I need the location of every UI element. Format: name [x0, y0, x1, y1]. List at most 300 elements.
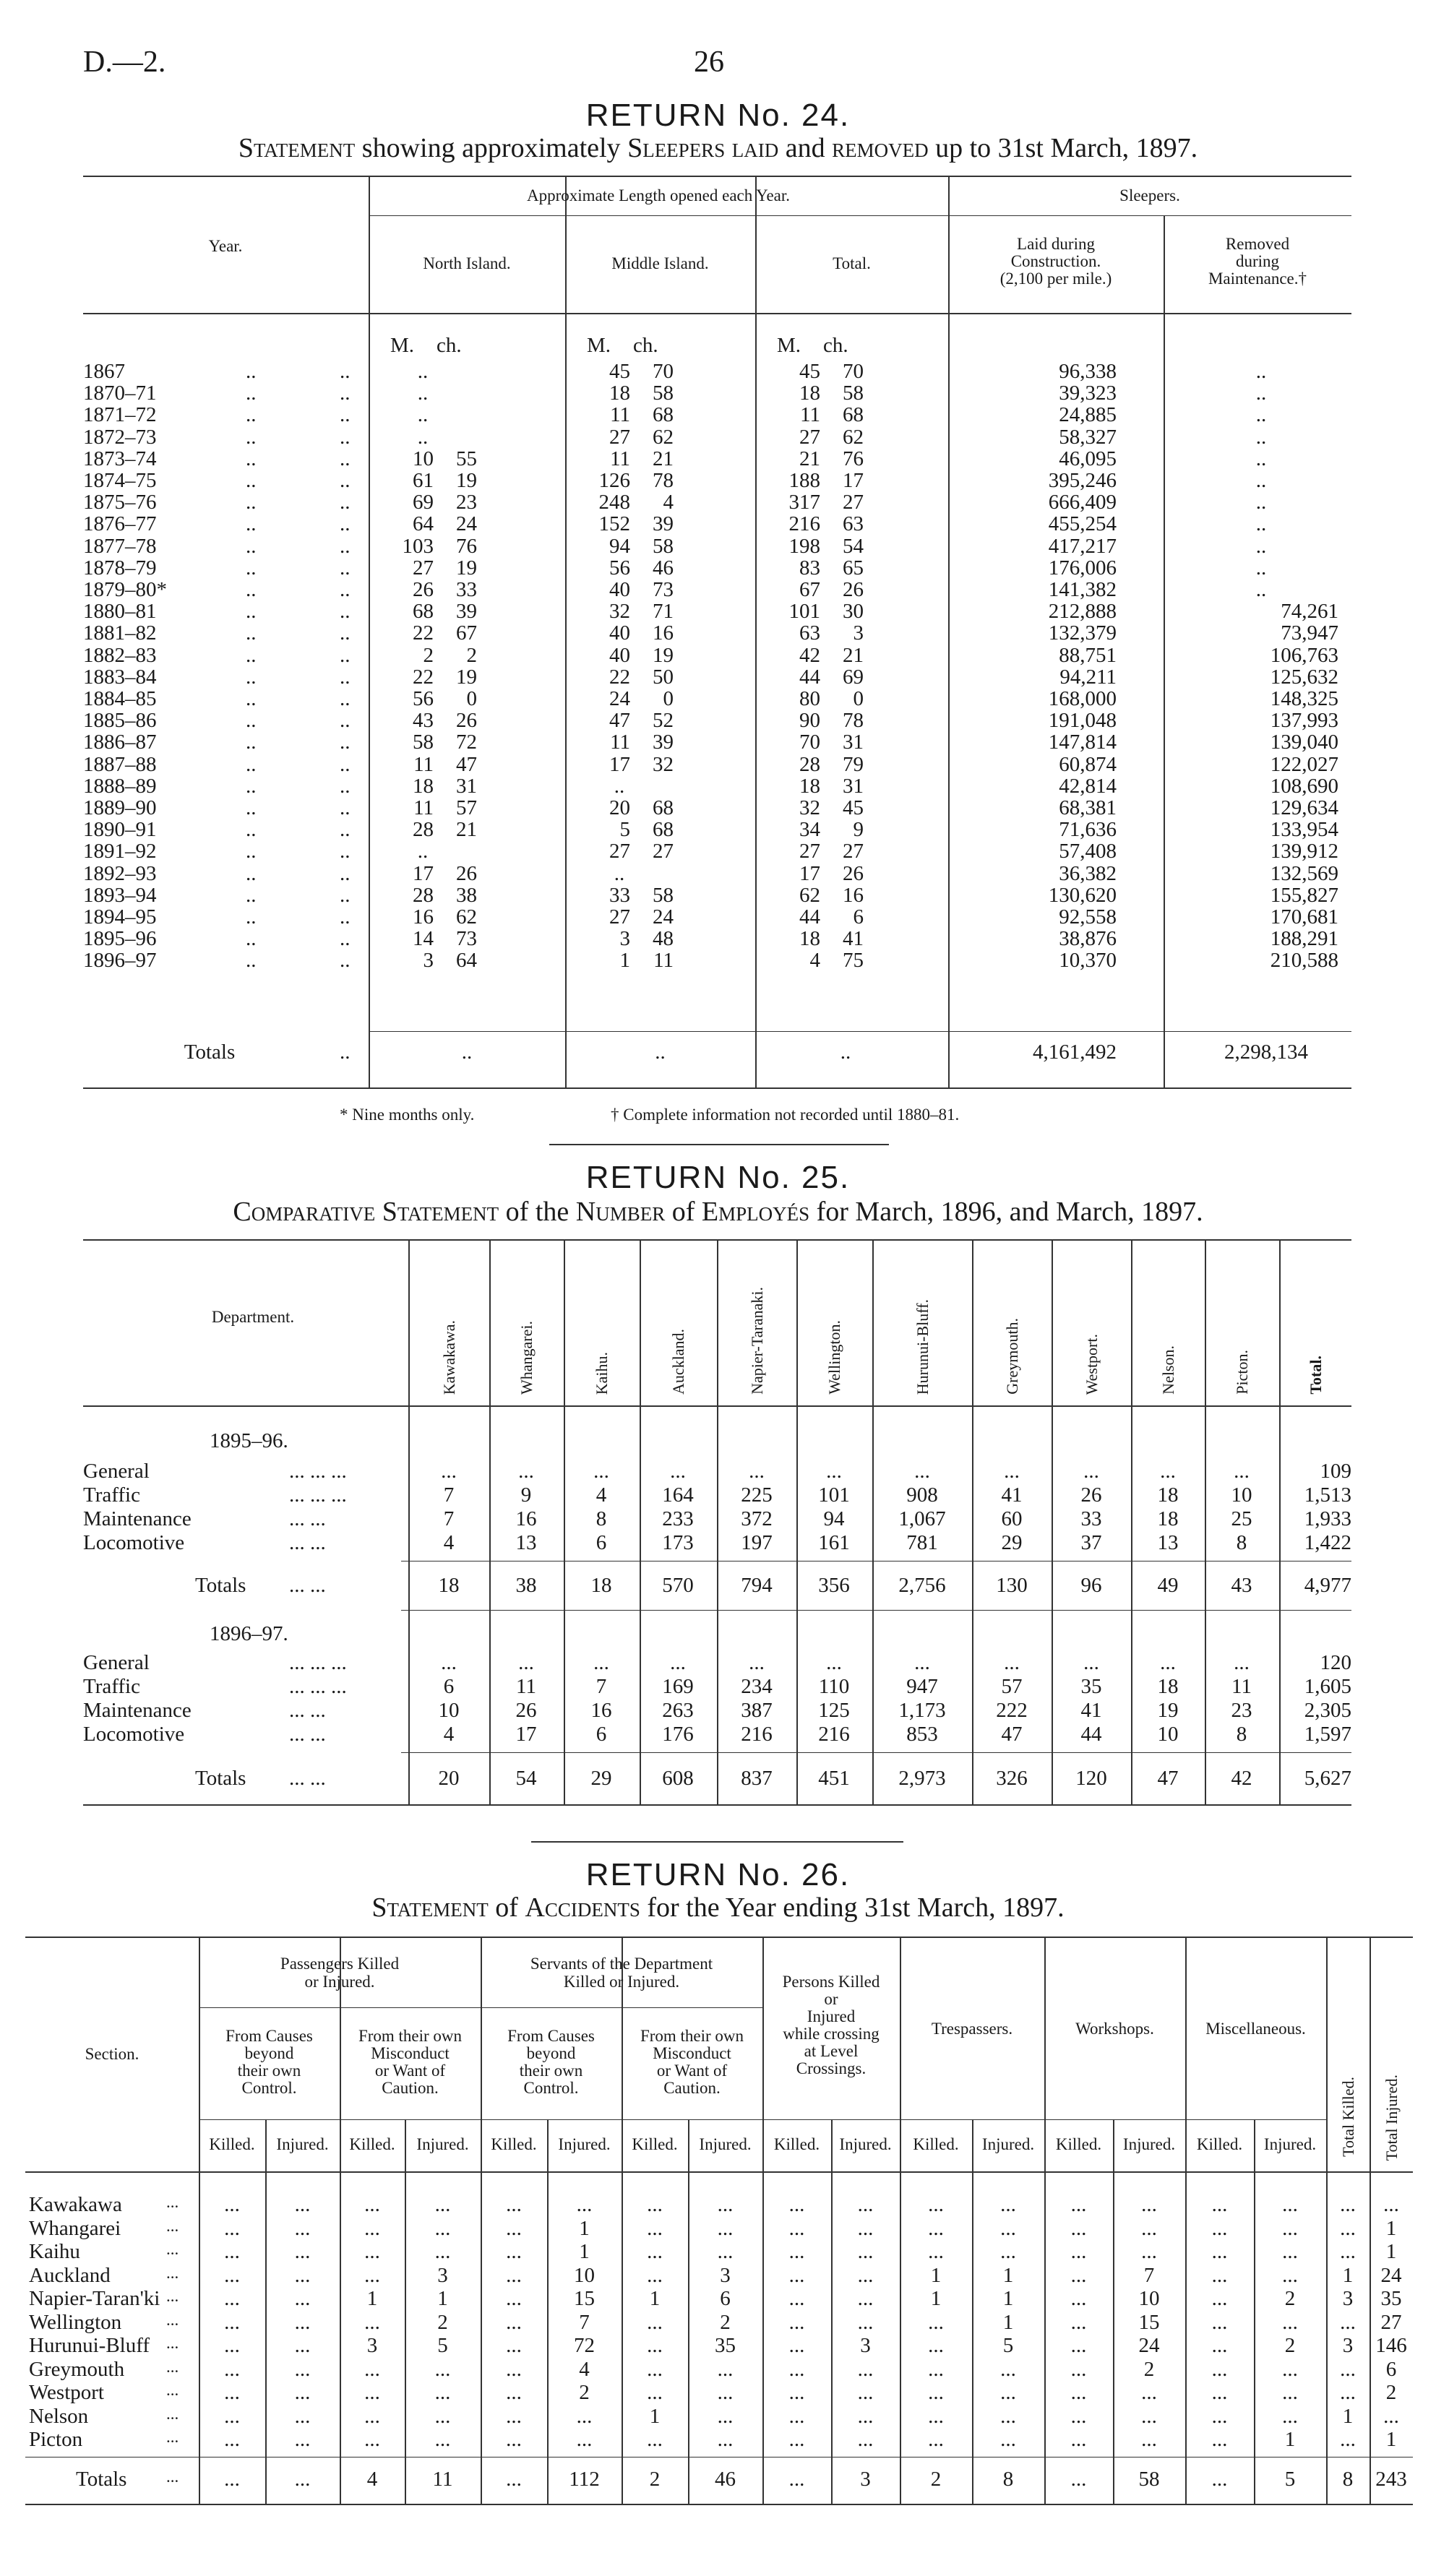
r24-year-dots: ..	[340, 360, 351, 383]
r24-cell-ch: 78	[653, 469, 674, 492]
r25-cell: 4	[443, 1723, 455, 1746]
r24-cell-ch: 17	[843, 469, 864, 492]
r26-subcol-divider	[1254, 2119, 1255, 2504]
r26-cell: ...	[1211, 2428, 1228, 2451]
r25-cell: ...	[593, 1460, 609, 1483]
r24-removed: 108,690	[1270, 774, 1338, 798]
r24-year-dots: ..	[246, 643, 257, 667]
r24-h-sleepers: Sleepers.	[1119, 186, 1180, 204]
r26-cell: ...	[364, 2216, 380, 2240]
r25-cell: 387	[741, 1699, 773, 1722]
r25-label-dots: ... ... ...	[289, 1675, 347, 1698]
r26-cell: ...	[294, 2216, 311, 2240]
r25-cell: 94	[823, 1507, 845, 1530]
r24-h-total: Total.	[833, 254, 871, 272]
r24-year-dots: ..	[246, 709, 257, 733]
r25-label: Maintenance	[83, 1507, 192, 1530]
r24-year-dots: ..	[246, 600, 257, 624]
r24-cell: ..	[417, 425, 429, 449]
r26-h-level-crossings: or	[824, 1990, 838, 2008]
r25-cell: 6	[596, 1723, 607, 1746]
r24-laid: 36,382	[1059, 861, 1117, 885]
r26-cell: ...	[928, 2381, 944, 2404]
r24-cell-m: 18	[413, 774, 434, 798]
r26-cell: ...	[434, 2193, 451, 2216]
r26-h-injured: Injured.	[558, 2135, 611, 2153]
r25-cell: 1,605	[1304, 1675, 1351, 1698]
r26-cell: ...	[1000, 2404, 1016, 2428]
r25-cell: 7	[443, 1483, 455, 1507]
r26-cell: ...	[224, 2334, 240, 2357]
r26-cell: ...	[294, 2240, 311, 2263]
r25-cell: 216	[818, 1723, 850, 1746]
r26-section-dots: ...	[166, 2334, 179, 2352]
r26-cell: ...	[1141, 2193, 1157, 2216]
r24-year: 1870–71	[83, 382, 157, 405]
r24-cell-m: 21	[799, 447, 820, 470]
r25-cell: 1,067	[898, 1507, 946, 1530]
r24-h-north: North Island.	[423, 254, 511, 272]
r24-cell-ch: 0	[466, 687, 477, 710]
r26-total-cell: 46	[715, 2468, 736, 2491]
r24-cell-ch: 75	[843, 949, 864, 973]
r24-year-dots: ..	[340, 949, 351, 973]
r26-cell: ...	[224, 2193, 240, 2216]
r26-cell: ...	[506, 2216, 522, 2240]
r26-h-from-misconduct: Misconduct	[653, 2044, 731, 2062]
r24-year-dots: ..	[246, 905, 257, 929]
r24-year: 1879–80*	[83, 578, 167, 601]
r24-cell-m: 24	[609, 687, 630, 710]
r24-unit-ch: ch.	[823, 334, 848, 357]
r24-sub-a: Statement	[238, 133, 356, 163]
r26-cell: ...	[928, 2404, 944, 2428]
r24-year-dots: ..	[340, 556, 351, 580]
r25-total-cell: 96	[1080, 1574, 1102, 1597]
r25-cell: 234	[741, 1675, 773, 1698]
r24-cell-ch: 16	[653, 621, 674, 645]
r25-cell: ...	[1234, 1460, 1250, 1483]
r26-cell: ...	[857, 2310, 874, 2334]
r26-total-cell: 8	[1342, 2468, 1354, 2491]
r24-year-dots: ..	[340, 425, 351, 449]
r26-section-name: Wellington	[29, 2310, 122, 2334]
r24-cell-m: 44	[799, 905, 820, 929]
r24-laid: 141,382	[1048, 578, 1117, 601]
r26-cell: ...	[1141, 2381, 1157, 2404]
r26-cell: ...	[717, 2381, 734, 2404]
r26-cell: ...	[506, 2334, 522, 2357]
r26-cell: ...	[434, 2404, 451, 2428]
r25-cell: 1,173	[898, 1699, 946, 1722]
r26-cell: ...	[294, 2357, 311, 2381]
r26-cell: ...	[1282, 2216, 1298, 2240]
r24-cell: ..	[417, 403, 429, 427]
r24-year-dots: ..	[246, 360, 257, 383]
r26-cell: ...	[1282, 2404, 1298, 2428]
return-24-title: RETURN No. 24.	[585, 98, 851, 133]
r26-section-name: Kaihu	[29, 2240, 80, 2263]
r25-cell: 176	[662, 1723, 694, 1746]
r25-label-dots: ... ...	[289, 1723, 326, 1746]
r25-cell: ...	[1160, 1460, 1176, 1483]
r24-year: 1894–95	[83, 905, 157, 929]
r26-cell: ...	[647, 2357, 663, 2381]
r26-cell: ...	[1282, 2310, 1298, 2334]
r26-cell: ...	[857, 2404, 874, 2428]
r24-note-nine-months: * Nine months only.	[340, 1106, 475, 1124]
r26-cell: ...	[1000, 2357, 1016, 2381]
r24-cell-ch: 54	[843, 534, 864, 558]
r24-cell-ch: 73	[653, 578, 674, 601]
r26-cell: ...	[857, 2287, 874, 2310]
r24-removed: 73,947	[1281, 621, 1338, 645]
r24-cell-ch: 30	[843, 600, 864, 624]
r24-cell-m: 83	[799, 556, 820, 580]
r26-cell: ...	[434, 2216, 451, 2240]
r25-cell: 2,305	[1304, 1699, 1351, 1722]
r26-cell: ...	[1000, 2240, 1016, 2263]
r26-total-cell: 5	[1284, 2468, 1296, 2491]
r24-cell-m: 28	[413, 818, 434, 842]
r25-cell: 781	[906, 1531, 938, 1554]
r24-cell-m: 27	[609, 425, 630, 449]
r24-year: 1883–84	[83, 665, 157, 689]
r26-cell: ...	[788, 2310, 805, 2334]
r26-h-from-causes: Control.	[241, 2079, 297, 2097]
r24-cell-m: 216	[788, 512, 820, 536]
r25-total-cell: 18	[590, 1574, 612, 1597]
r24-cell-ch: 3	[853, 621, 864, 645]
r26-h-workshops: Workshops.	[1075, 2020, 1154, 2038]
r25-cell: 29	[1001, 1531, 1023, 1554]
r25-rule-totals-bottom	[401, 1610, 1351, 1611]
r24-cell-ch: 31	[843, 731, 864, 754]
r24-removed: 137,993	[1270, 709, 1338, 733]
r25-cell: 18	[1157, 1483, 1179, 1507]
r25-cell: 35	[1080, 1675, 1102, 1698]
r25-h-col-6: Wellington.	[825, 1320, 843, 1395]
r25-label: Traffic	[83, 1483, 140, 1507]
r25-label-dots: ... ... ...	[289, 1460, 347, 1483]
r26-cell: ...	[1070, 2263, 1087, 2287]
r26-cell: 35	[1380, 2287, 1402, 2310]
r26-cell: ...	[1282, 2357, 1298, 2381]
r26-cell: 1	[1002, 2310, 1014, 2334]
r24-cell-ch: 68	[653, 796, 674, 819]
r24-year: 1892–93	[83, 861, 157, 885]
r25-sub-d: of	[665, 1197, 702, 1227]
r26-h-from-causes: their own	[237, 2062, 301, 2080]
r26-cell: 7	[1143, 2263, 1155, 2287]
r25-rule-bottom	[83, 1804, 1351, 1806]
r26-section-name: Greymouth	[29, 2357, 125, 2381]
r26-cell: ...	[647, 2263, 663, 2287]
r25-total-cell: 54	[515, 1767, 537, 1790]
r25-total-cell: 29	[590, 1767, 612, 1790]
r24-year: 1878–79	[83, 556, 157, 580]
r26-cell: ...	[928, 2193, 944, 2216]
r24-removed: 74,261	[1281, 600, 1338, 624]
r24-laid: 10,370	[1059, 949, 1117, 973]
r24-removed: ..	[1255, 578, 1267, 601]
r24-cell-m: 18	[609, 382, 630, 405]
r24-cell-ch: 58	[843, 382, 864, 405]
r25-cell: 216	[741, 1723, 773, 1746]
r24-cell-m: 11	[800, 403, 820, 427]
r24-year-dots: ..	[246, 840, 257, 863]
r24-rule-head-split	[369, 215, 1351, 216]
r26-section-dots: ...	[166, 2263, 179, 2282]
r24-removed: 188,291	[1270, 927, 1338, 951]
r24-cell-m: 14	[413, 927, 434, 951]
r24-cell: ..	[614, 774, 625, 798]
r26-cell: ...	[1070, 2287, 1087, 2310]
r24-year-dots: ..	[246, 534, 257, 558]
r24-cell-m: 56	[413, 687, 434, 710]
r24-sub-f: up to 31st March, 1897.	[928, 133, 1198, 163]
r25-label: Traffic	[83, 1675, 140, 1698]
r26-total-cell: ...	[1070, 2468, 1087, 2491]
r26-cell: 72	[574, 2334, 595, 2357]
r24-year-dots: ..	[340, 905, 351, 929]
r26-cell: 1	[579, 2216, 590, 2240]
r24-cell-ch: 19	[653, 643, 674, 667]
r24-cell: ..	[417, 382, 429, 405]
r26-cell: ...	[857, 2193, 874, 2216]
r26-cell: ...	[434, 2357, 451, 2381]
r24-year-dots: ..	[340, 665, 351, 689]
r25-label-dots: ... ...	[289, 1507, 326, 1530]
r24-year: 1890–91	[83, 818, 157, 842]
r24-cell-ch: 65	[843, 556, 864, 580]
r24-year: 1881–82	[83, 621, 157, 645]
r24-removed: ..	[1255, 360, 1267, 383]
r25-total-cell: 49	[1157, 1574, 1179, 1597]
return-26-title: RETURN No. 26.	[585, 1857, 851, 1892]
r26-cell: ...	[364, 2193, 380, 2216]
r24-removed: ..	[1255, 447, 1267, 470]
r26-section-name: Hurunui-Bluff	[29, 2334, 150, 2357]
r26-total-cell: ...	[224, 2468, 240, 2491]
r24-cell-m: 18	[799, 382, 820, 405]
r24-cell-ch: 26	[456, 709, 477, 733]
r24-year: 1896–97	[83, 949, 157, 973]
r24-cell-ch: 67	[456, 621, 477, 645]
r24-year: 1875–76	[83, 491, 157, 514]
r24-h-approx: Approximate Length opened each Year.	[526, 186, 791, 204]
r24-year-dots: ..	[340, 621, 351, 645]
r24-cell-ch: 27	[653, 840, 674, 863]
r24-year-dots: ..	[340, 600, 351, 624]
r26-cell: ...	[857, 2428, 874, 2451]
r26-cell: ...	[224, 2310, 240, 2334]
r25-cell: 47	[1001, 1723, 1023, 1746]
r26-section-dots: ...	[166, 2193, 179, 2211]
r26-cell: ...	[857, 2357, 874, 2381]
doc-code: D.—2.	[83, 46, 166, 79]
r24-removed: 132,569	[1270, 861, 1338, 885]
r26-cell: ...	[1211, 2404, 1228, 2428]
r25-sub-a: Comparative Statement	[233, 1197, 499, 1227]
r24-cell-m: 40	[609, 621, 630, 645]
r26-cell: ...	[647, 2193, 663, 2216]
r26-section-name: Picton	[29, 2428, 83, 2451]
r24-year: 1885–86	[83, 709, 157, 733]
r26-h-from-causes: beyond	[244, 2044, 294, 2062]
r26-total-cell: ...	[1211, 2468, 1228, 2491]
return-24-subtitle	[0, 132, 1436, 164]
r25-cell: 169	[662, 1675, 694, 1698]
r25-total-cell: 42	[1231, 1767, 1252, 1790]
r24-cell-m: 18	[799, 927, 820, 951]
r25-total-cell: 18	[438, 1574, 460, 1597]
r26-cell: ...	[857, 2381, 874, 2404]
r26-rule-bottom	[25, 2504, 1413, 2505]
r26-cell: ...	[1211, 2381, 1228, 2404]
r25-cell: 164	[662, 1483, 694, 1507]
r24-cell-ch: 0	[663, 687, 674, 710]
r26-h-level-crossings: Persons Killed	[782, 1973, 880, 1991]
r26-cell: 2	[1284, 2334, 1296, 2357]
r26-h-passengers: or Injured.	[304, 1973, 375, 1991]
r24-cell-ch: 41	[843, 927, 864, 951]
r24-cell-m: 43	[413, 709, 434, 733]
r24-removed: ..	[1255, 534, 1267, 558]
r26-h-servants: Killed or Injured.	[563, 1973, 680, 1991]
r26-total-cell: ...	[506, 2468, 522, 2491]
r26-cell: ...	[224, 2287, 240, 2310]
r24-cell-m: 17	[609, 752, 630, 776]
r24-year: 1871–72	[83, 403, 157, 427]
r24-year: 1876–77	[83, 512, 157, 536]
r26-cell: 1	[930, 2287, 942, 2310]
r26-h-from-misconduct: Caution.	[663, 2079, 721, 2097]
r24-cell-m: 1	[619, 949, 630, 973]
r24-year-dots: ..	[246, 447, 257, 470]
r24-cell-ch: 64	[456, 949, 477, 973]
r26-subcol-divider	[265, 2119, 267, 2504]
r24-year-dots: ..	[246, 469, 257, 492]
r24-year-dots: ..	[246, 382, 257, 405]
r26-cell: ...	[928, 2334, 944, 2357]
r24-year: 1882–83	[83, 643, 157, 667]
r26-cell: ...	[506, 2357, 522, 2381]
r24-rule-bottom	[83, 1087, 1351, 1089]
r26-h-killed: Killed.	[1055, 2135, 1102, 2153]
r26-h-section: Section.	[85, 2045, 139, 2063]
r24-cell-ch: 19	[456, 665, 477, 689]
r26-cell: ...	[647, 2381, 663, 2404]
r26-sub-b: of	[488, 1892, 525, 1923]
r26-cell: ...	[576, 2428, 593, 2451]
r26-cell: ...	[647, 2240, 663, 2263]
r24-h-laid: (2,100 per mile.)	[999, 270, 1112, 288]
r26-cell: ...	[224, 2263, 240, 2287]
r26-h-injured: Injured.	[839, 2135, 892, 2153]
r26-cell: ...	[1070, 2404, 1087, 2428]
r24-cell-m: 63	[799, 621, 820, 645]
r26-rule-top	[25, 1937, 1413, 1938]
r24-cell-ch: 19	[456, 469, 477, 492]
r26-cell: ...	[1340, 2216, 1356, 2240]
r24-year: 1886–87	[83, 731, 157, 754]
r24-cell-ch: 63	[843, 512, 864, 536]
r24-removed: 133,954	[1270, 818, 1338, 842]
r24-cell-ch: 19	[456, 556, 477, 580]
r25-cell: 8	[1236, 1531, 1247, 1554]
r24-cell-m: 45	[609, 360, 630, 383]
r26-cell: 2	[1284, 2287, 1296, 2310]
r24-totals-label: Totals	[184, 1041, 236, 1064]
r26-section-name: Westport	[29, 2381, 104, 2404]
r24-cell-m: 20	[609, 796, 630, 819]
r26-cell: 1	[1385, 2240, 1397, 2263]
r24-cell-m: 22	[609, 665, 630, 689]
r24-cell-m: 4	[809, 949, 820, 973]
r24-year-dots: ..	[340, 796, 351, 819]
r25-cell: ...	[749, 1651, 765, 1674]
r25-cell: 41	[1001, 1483, 1023, 1507]
r25-cell: ...	[593, 1651, 609, 1674]
r26-subcol-divider	[547, 2119, 549, 2504]
r25-cell: 225	[741, 1483, 773, 1507]
r24-year-dots: ..	[246, 556, 257, 580]
r26-cell: ...	[1211, 2263, 1228, 2287]
r26-cell: ...	[434, 2428, 451, 2451]
r24-col-divider	[1164, 215, 1165, 1087]
r24-removed: ..	[1255, 556, 1267, 580]
r24-cell-m: 64	[413, 512, 434, 536]
r25-cell: 233	[662, 1507, 694, 1530]
r24-year-dots: ..	[340, 447, 351, 470]
r26-cell: ...	[506, 2428, 522, 2451]
r26-cell: ...	[1211, 2334, 1228, 2357]
r24-year-dots: ..	[246, 665, 257, 689]
r26-section-dots: ...	[166, 2381, 179, 2399]
r26-cell: ...	[506, 2287, 522, 2310]
r24-year-dots: ..	[340, 382, 351, 405]
r25-cell: 16	[590, 1699, 612, 1722]
r26-cell: ...	[788, 2216, 805, 2240]
r24-sub-d: and	[778, 133, 833, 163]
r24-removed: 155,827	[1270, 883, 1338, 907]
r25-total-cell: 4,977	[1304, 1574, 1351, 1597]
r26-cell: 1	[1284, 2428, 1296, 2451]
r26-subcol-divider	[405, 2119, 406, 2504]
r24-year-dots: ..	[340, 774, 351, 798]
r26-cell: 1	[649, 2404, 661, 2428]
r26-cell: ...	[364, 2381, 380, 2404]
r24-cell-ch: 73	[456, 927, 477, 951]
r25-label-dots: ... ... ...	[289, 1651, 347, 1674]
r25-cell: 908	[906, 1483, 938, 1507]
r24-year-dots: ..	[246, 949, 257, 973]
r24-year-dots: ..	[246, 512, 257, 536]
r25-cell: ...	[441, 1651, 457, 1674]
r24-year-dots: ..	[340, 403, 351, 427]
r24-cell-ch: 23	[456, 491, 477, 514]
r25-total-cell: 120	[1075, 1767, 1107, 1790]
r24-cell-m: 101	[788, 600, 820, 624]
r25-h-col-4: Auckland.	[669, 1329, 687, 1395]
r24-cell-ch: 16	[843, 883, 864, 907]
r26-section-name: Nelson	[29, 2404, 89, 2428]
r26-cell: ...	[576, 2193, 593, 2216]
r25-cell: 8	[1236, 1723, 1247, 1746]
r25-label: Maintenance	[83, 1699, 192, 1722]
r26-cell: ...	[1211, 2216, 1228, 2240]
